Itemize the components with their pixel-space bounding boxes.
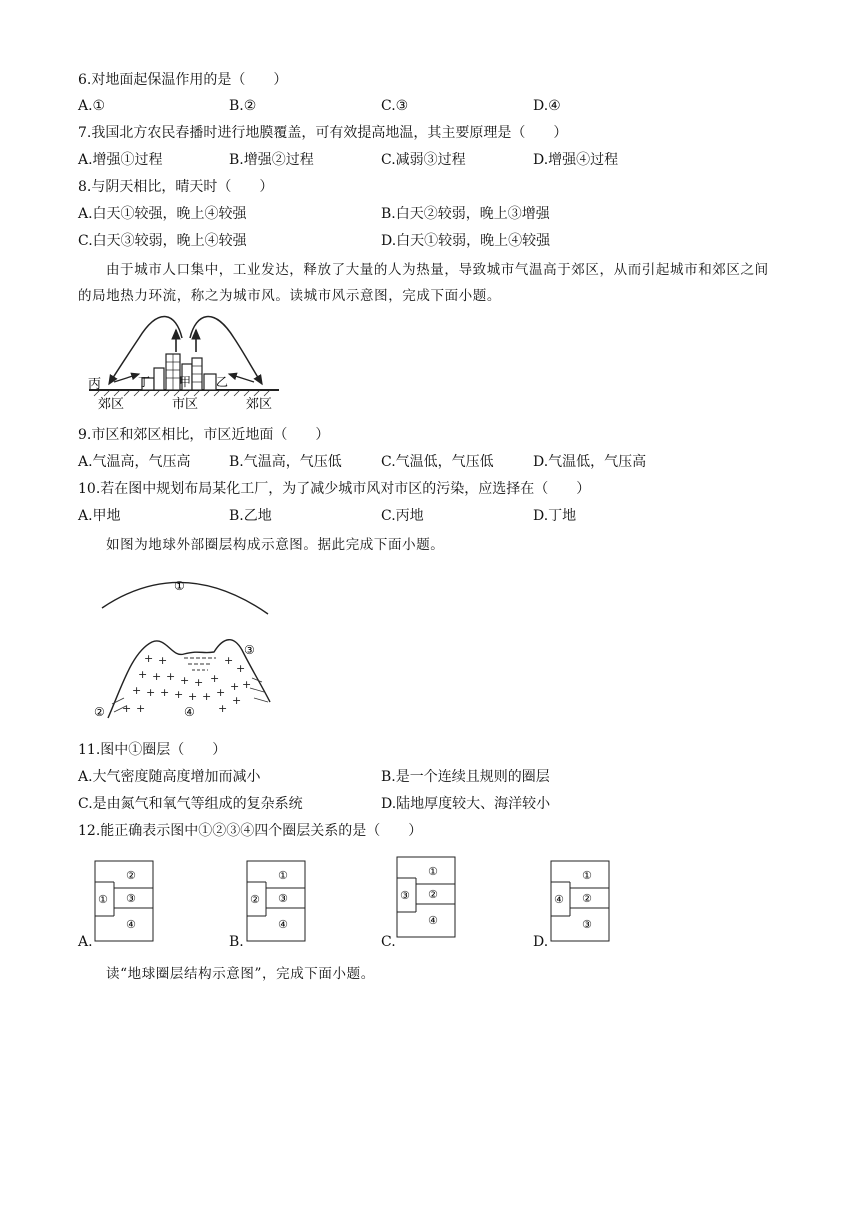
q12-c-top: ① xyxy=(428,865,438,878)
q8-option-b: B.白天②较弱，晚上③增强 xyxy=(381,206,550,222)
svg-text:+: + xyxy=(122,702,132,715)
q12-a-side: ① xyxy=(98,893,108,906)
q6-option-d: D.④ xyxy=(533,98,561,114)
svg-text:+: + xyxy=(138,668,148,681)
q9-stem: 9.市区和郊区相比，市区近地面（ ） xyxy=(78,427,330,443)
svg-text:+: + xyxy=(210,672,220,685)
svg-text:+: + xyxy=(180,674,190,687)
svg-text:+: + xyxy=(188,690,198,703)
q11-option-c: C.是由氮气和氧气等组成的复杂系统 xyxy=(78,796,303,812)
q12-c-side: ③ xyxy=(400,889,410,902)
label-bing: 丙 xyxy=(88,377,102,392)
label-ding: 丁 xyxy=(138,375,151,389)
svg-text:+: + xyxy=(136,702,146,715)
sphere-label-4: ④ xyxy=(184,705,195,719)
q12-b-top: ① xyxy=(278,869,288,882)
label-suburb-right: 郊区 xyxy=(246,397,273,412)
q6-option-b: B.② xyxy=(229,98,257,114)
q11-option-b: B.是一个连续且规则的圈层 xyxy=(381,769,550,785)
svg-text:+: + xyxy=(144,652,154,665)
svg-text:+: + xyxy=(174,688,184,701)
q12-box-d xyxy=(550,860,612,942)
q12-d-top: ① xyxy=(582,869,592,882)
svg-text:+: + xyxy=(146,686,156,699)
label-city: 市区 xyxy=(172,397,199,412)
city-wind-figure xyxy=(84,308,284,414)
svg-text:+: + xyxy=(202,690,212,703)
q12-d-side: ④ xyxy=(554,893,564,906)
q10-stem: 10.若在图中规划布局某化工厂，为了减少城市风对市区的污染，应选择在（ ） xyxy=(78,481,591,497)
label-yi: 乙 xyxy=(216,375,229,389)
q12-option-c: C. xyxy=(381,934,396,950)
q8-option-c: C.白天③较弱，晚上④较强 xyxy=(78,233,247,249)
q8-option-a: A.白天①较强，晚上④较强 xyxy=(78,206,247,222)
q11-option-d: D.陆地厚度较大、海洋较小 xyxy=(381,796,551,812)
q7-option-b: B.增强②过程 xyxy=(229,152,314,168)
svg-text:+: + xyxy=(230,680,240,693)
svg-text:+: + xyxy=(160,686,170,699)
svg-text:+: + xyxy=(232,694,242,707)
q8-stem: 8.与阴天相比，晴天时（ ） xyxy=(78,179,274,195)
intro-city-wind: 由于城市人口集中，工业发达，释放了大量的人为热量，导致城市气温高于郊区，从而引起城市和郊区之间的局地热力环流，称之为城市风。读城市风示意图，完成下面小题。 xyxy=(78,262,769,304)
q11-option-a: A.大气密度随高度增加而减小 xyxy=(78,769,261,785)
svg-text:+: + xyxy=(236,662,246,675)
q6-stem: 6.对地面起保温作用的是（ ） xyxy=(78,72,288,88)
q12-option-b: B. xyxy=(229,934,244,950)
sphere-label-2: ② xyxy=(94,705,105,719)
svg-text:+: + xyxy=(242,678,252,691)
q12-d-mid: ② xyxy=(582,892,592,905)
q12-c-mid: ② xyxy=(428,888,438,901)
q11-stem: 11.图中①圈层（ ） xyxy=(78,742,227,758)
q12-a-bottom: ④ xyxy=(126,918,136,931)
q10-option-a: A.甲地 xyxy=(78,508,121,524)
q7-option-c: C.减弱③过程 xyxy=(381,152,466,168)
q12-option-a: A. xyxy=(78,934,93,950)
q12-b-side: ② xyxy=(250,893,260,906)
q12-option-d: D. xyxy=(533,934,549,950)
label-suburb-left: 郊区 xyxy=(98,397,125,412)
svg-text:+: + xyxy=(158,654,168,667)
q12-c-bottom: ④ xyxy=(428,914,438,927)
q12-b-mid: ③ xyxy=(278,892,288,905)
q7-option-d: D.增强④过程 xyxy=(533,152,619,168)
svg-text:+: + xyxy=(152,670,162,683)
q9-option-b: B.气温高，气压低 xyxy=(229,454,342,470)
svg-text:+: + xyxy=(166,670,176,683)
svg-text:+: + xyxy=(216,686,226,699)
q6-option-c: C.③ xyxy=(381,98,409,114)
q10-option-d: D.丁地 xyxy=(533,508,577,524)
q7-stem: 7.我国北方农民春播时进行地膜覆盖，可有效提高地温，其主要原理是（ ） xyxy=(78,125,568,141)
svg-text:+: + xyxy=(224,654,234,667)
label-jia: 甲 xyxy=(179,375,192,389)
q12-a-top: ② xyxy=(126,869,136,882)
q9-option-a: A.气温高，气压高 xyxy=(78,454,191,470)
q12-stem: 12.能正确表示图中①②③④四个圈层关系的是（ ） xyxy=(78,823,423,839)
intro-spheres: 如图为地球外部圈层构成示意图。据此完成下面小题。 xyxy=(106,537,445,553)
q9-option-d: D.气温低，气压高 xyxy=(533,454,647,470)
q12-d-bottom: ③ xyxy=(582,918,592,931)
sphere-label-1: ① xyxy=(174,579,185,593)
q12-b-bottom: ④ xyxy=(278,918,288,931)
q12-box-a xyxy=(94,860,156,942)
intro-earth-structure: 读“地球圈层结构示意图”，完成下面小题。 xyxy=(106,966,375,982)
q7-option-a: A.增强①过程 xyxy=(78,152,163,168)
svg-text:+: + xyxy=(132,684,142,697)
q6-option-a: A.① xyxy=(78,98,106,114)
q12-box-b xyxy=(246,860,308,942)
q8-option-d: D.白天①较弱，晚上④较强 xyxy=(381,233,551,249)
earth-spheres-figure xyxy=(92,566,272,722)
q12-box-c xyxy=(396,856,458,938)
svg-text:+: + xyxy=(218,702,228,715)
sphere-label-3: ③ xyxy=(244,643,255,657)
q10-option-b: B.乙地 xyxy=(229,508,272,524)
svg-text:+: + xyxy=(194,676,204,689)
q10-option-c: C.丙地 xyxy=(381,508,424,524)
q9-option-c: C.气温低，气压低 xyxy=(381,454,494,470)
q12-a-mid: ③ xyxy=(126,892,136,905)
